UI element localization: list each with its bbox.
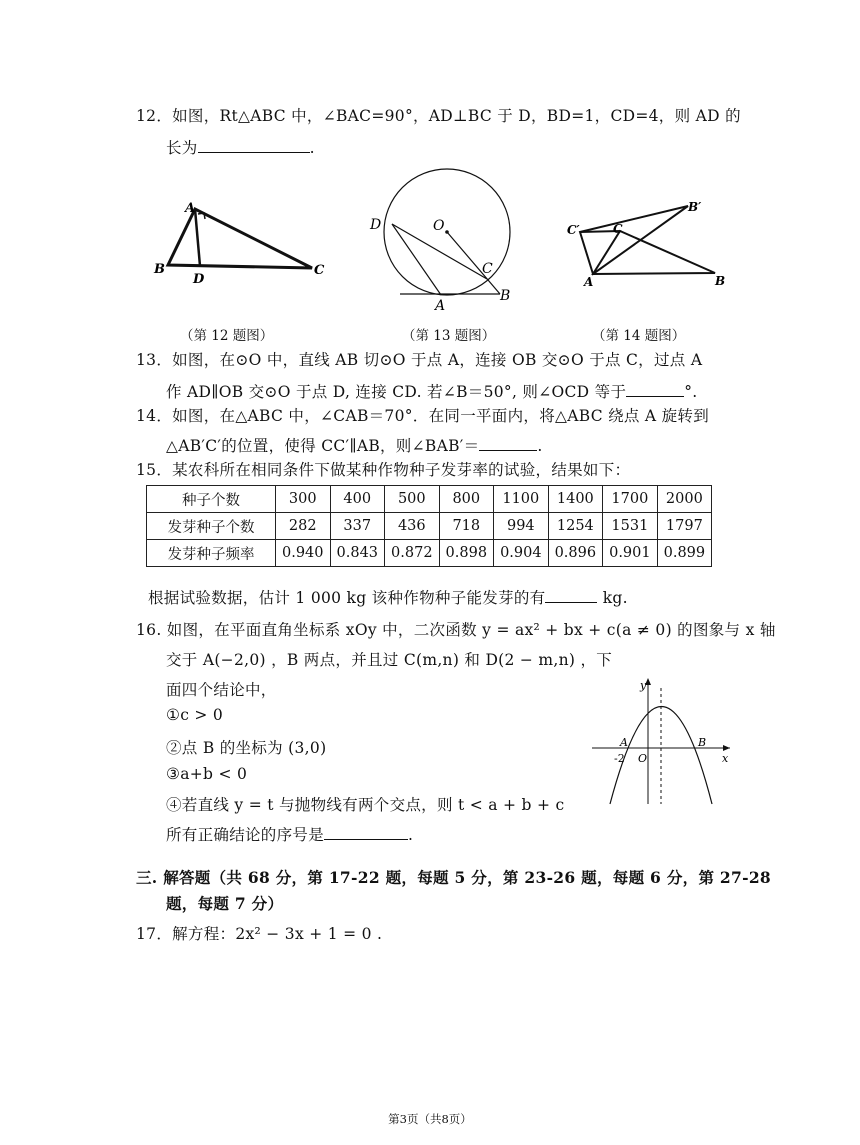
q16-option4: ④若直线 y = t 与抛物线有两个交点，则 t < a + b + c [166, 796, 565, 814]
q16-line1: 16. 如图，在平面直角坐标系 xOy 中，二次函数 y = ax² + bx + c(a ≠ 0) 的图象与 x 轴 [136, 621, 776, 639]
label-b: B [698, 736, 707, 749]
figure-13 [365, 165, 525, 315]
table-cell: 0.904 [494, 540, 549, 567]
q13-line1: 13．如图，在⊙O 中，直线 AB 切⊙O 于点 A，连接 OB 交⊙O 于点 C，过点 A [136, 351, 703, 369]
q14-tail: . [537, 437, 543, 455]
parabola-graph [590, 674, 740, 814]
table-cell: 300 [276, 486, 331, 513]
q16-option3: ③a+b < 0 [166, 765, 248, 783]
caption-fig14: （第 14 题图） [592, 328, 686, 344]
q16-last [166, 823, 413, 845]
table-cell: 0.896 [548, 540, 603, 567]
row-header: 发芽种子个数 [147, 513, 276, 540]
q16-line2: 交于 A(−2,0) ，B 两点，并且过 C(m,n) 和 D(2 − m,n) ，下 [166, 651, 613, 669]
answer-blank-15[interactable] [545, 588, 597, 603]
q13-tail: °. [684, 383, 698, 401]
right-angle-mark [198, 213, 205, 219]
segment-ad [392, 224, 441, 295]
label-b: B [715, 274, 726, 288]
label-a: A [584, 275, 594, 289]
table-cell: 0.940 [276, 540, 331, 567]
label-a: A [435, 298, 446, 314]
q16-option1: ①c > 0 [166, 706, 224, 724]
q15-after [148, 586, 628, 608]
q12-line2 [166, 136, 315, 158]
q14-line1: 14．如图，在△ABC 中，∠CAB＝70°．在同一平面内，将△ABC 绕点 A 旋转到 [136, 407, 710, 425]
label-d: D [193, 272, 205, 287]
table-cell: 0.898 [439, 540, 494, 567]
table-cell: 0.872 [385, 540, 440, 567]
q13-line2 [166, 380, 698, 402]
figure-12 [148, 196, 338, 292]
table-cell: 1531 [603, 513, 658, 540]
triangle-abc [168, 209, 312, 268]
table-cell: 2000 [657, 486, 712, 513]
label-b: B [500, 288, 511, 304]
label-a: A [620, 736, 628, 749]
label-c-prime: C′ [567, 223, 580, 237]
table-cell: 800 [439, 486, 494, 513]
q17-text: 17．解方程：2x² − 3x + 1 = 0 . [136, 925, 383, 943]
table-cell: 994 [494, 513, 549, 540]
q12-line1: 12．如图，Rt△ABC 中，∠BAC=90°，AD⊥BC 于 D，BD=1，CD=4，则 AD 的 [136, 107, 741, 125]
answer-blank-16[interactable] [324, 825, 408, 840]
row-header: 发芽种子频率 [147, 540, 276, 567]
table-row [147, 513, 712, 540]
answer-blank-12[interactable] [198, 138, 310, 153]
row-header: 种子个数 [147, 486, 276, 513]
germination-table [146, 485, 712, 567]
triangle-ab1c1 [580, 206, 688, 274]
label-c: C [314, 263, 325, 278]
table-cell: 718 [439, 513, 494, 540]
altitude-ad [195, 209, 200, 266]
table-cell: 1254 [548, 513, 603, 540]
q12-period: . [309, 139, 315, 157]
table-row [147, 540, 712, 567]
q15-prompt: 根据试验数据，估计 1 000 kg 该种作物种子能发芽的有 [148, 589, 546, 607]
label-y: y [640, 679, 647, 692]
label-c: C [613, 222, 623, 236]
label-c: C [482, 261, 493, 277]
label-neg2: -2 [614, 752, 625, 765]
table-cell: 1797 [657, 513, 712, 540]
q14-line2 [166, 434, 543, 456]
center-dot [445, 230, 449, 234]
q15-tail: kg. [602, 589, 628, 607]
table-cell: 500 [385, 486, 440, 513]
section3-line1: 三. 解答题（共 68 分，第 17-22 题，每题 5 分，第 23-26 题，每题 6 分，第 27-28 [136, 868, 772, 887]
q16-prompt: 所有正确结论的序号是 [166, 826, 325, 844]
label-d: D [370, 217, 382, 233]
caption-fig13: （第 13 题图） [402, 328, 496, 344]
triangle-abc [593, 231, 715, 274]
answer-blank-14[interactable] [479, 436, 537, 451]
q15-line1: 15．某农科所在相同条件下做某种作物种子发芽率的试验，结果如下： [136, 461, 631, 479]
label-o: O [433, 218, 445, 234]
label-b: B [154, 262, 165, 277]
answer-blank-13[interactable] [626, 382, 684, 397]
label-a: A [185, 201, 196, 216]
table-cell: 0.843 [330, 540, 385, 567]
q12-prompt: 长为 [166, 139, 198, 157]
table-cell: 0.901 [603, 540, 658, 567]
label-x: x [722, 752, 729, 765]
x-axis-arrow [723, 745, 730, 751]
label-o: O [638, 752, 648, 765]
table-cell: 0.899 [657, 540, 712, 567]
table-cell: 400 [330, 486, 385, 513]
table-row [147, 486, 712, 513]
table-cell: 282 [276, 513, 331, 540]
table-cell: 1100 [494, 486, 549, 513]
table-cell: 1400 [548, 486, 603, 513]
figure-14 [560, 195, 740, 295]
table-cell: 1700 [603, 486, 658, 513]
label-b-prime: B′ [688, 200, 702, 214]
table-cell: 337 [330, 513, 385, 540]
table-cell: 436 [385, 513, 440, 540]
q16-line3: 面四个结论中， [166, 681, 277, 699]
q13-prompt: 作 AD∥OB 交⊙O 于点 D, 连接 CD. 若∠B＝50°, 则∠OCD 等于 [166, 383, 627, 401]
q16-option2: ②点 B 的坐标为 (3,0) [166, 739, 327, 757]
q16-period: . [408, 826, 414, 844]
caption-fig12: （第 12 题图） [180, 328, 274, 344]
q14-prompt: △AB′C′的位置，使得 CC′∥AB，则∠BAB′＝ [166, 437, 480, 455]
section3-line2: 题，每题 7 分） [166, 894, 284, 913]
page-footer: 第3页（共8页） [388, 1112, 472, 1126]
